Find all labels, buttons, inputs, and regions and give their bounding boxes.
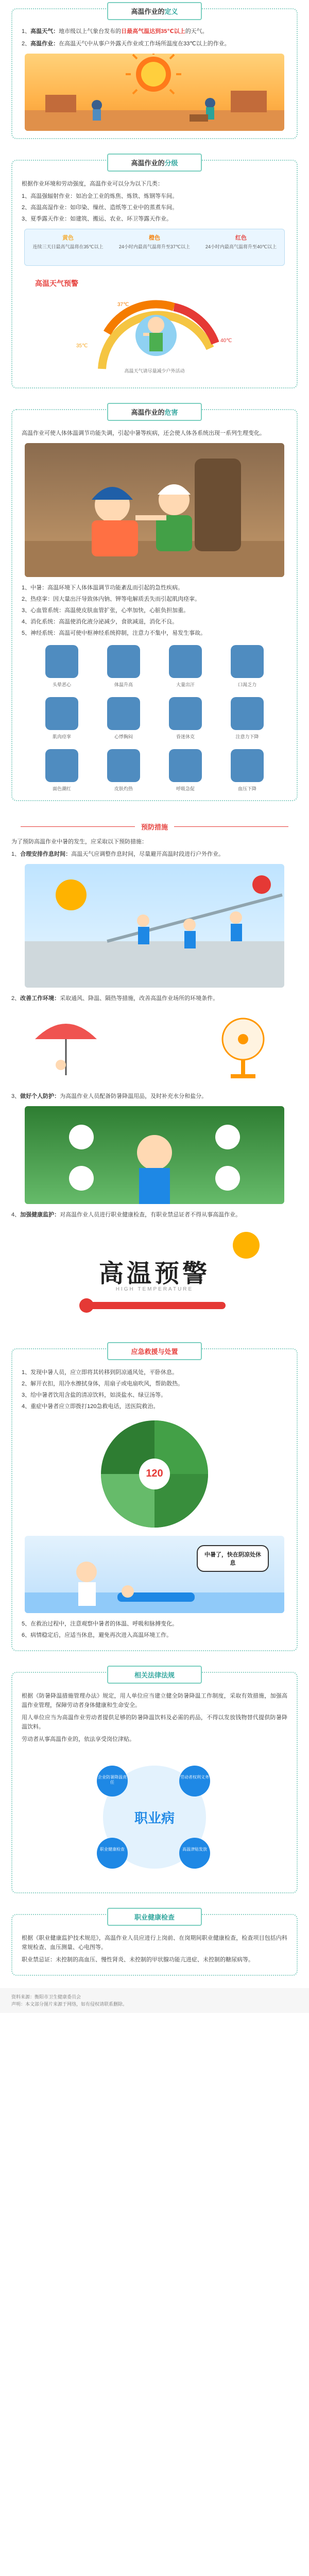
illustration-worker-fainting [25,443,284,577]
disclaimer-line: 声明：本文部分图片来源于网络，如有侵权请联系删除。 [11,2002,128,2007]
illustration-first-aid [25,1536,284,1613]
emergency-item: 6、病情稳定后，应适当休息，避免再次进入高温环境工作。 [22,1632,173,1638]
umbrella-icon [25,1008,107,1086]
cooling-illustrations [25,1008,284,1086]
warning-levels-card [24,229,285,266]
warning-sign-text: 高温预警 [98,1260,210,1287]
regulation-paragraph: 根据《防暑降温措施管理办法》规定，用人单位应当建立健全防暑降温工作制度，采取有效措施，加强高温作业管理，保障劳动者身体健康和生命安全。 [22,1693,287,1708]
illustration-construction [25,864,284,988]
symptom-icon-grid [33,645,276,792]
section-prevention [0,832,309,1328]
symptom-thirst: 口渴乏力 [219,645,276,688]
section-title-hazards: 高温作业的危害 [107,403,202,421]
title-text: 高温作业的 [131,8,165,15]
symptom-skin: 皮肤灼热 [95,749,152,792]
sun-scene [25,54,284,131]
emergency-item: 4、重症中暑者应立即拨打120急救电话，送医院救治。 [22,1403,159,1410]
classification-intro: 根据作业环境和劳动强度，高温作业可以分为以下几类： [22,181,163,187]
speech-bubble: 中暑了，快在阴凉处休息 [197,1545,269,1572]
thermometer-icon [107,645,140,678]
sun-icon [107,749,140,782]
regulation-paragraph: 用人单位应当为高温作业劳动者提供足够的防暑降温饮料及必需的药品，不得以发放钱物替代提供防暑降温饮料。 [22,1715,287,1730]
source-line: 资料来源：衡阳市卫生健康委员会 [11,1994,81,1999]
health-check-paragraph: 根据《职业健康监护技术规范》，高温作业人员应进行上岗前、在岗期间职业健康检查，检查项目包括内科常规检查、血压测量、心电图等。 [22,1935,287,1951]
worker-scene [25,443,284,577]
prevention-item-4: 4、加强健康监护：对高温作业人员进行职业健康检查，有职业禁忌证者不得从事高温作业。 [11,1212,242,1218]
symptom-breath: 呼吸急促 [157,749,214,792]
warning-level-red: 红色 24小时内最高气温将升至40℃以上 [205,235,277,249]
hazard-item: 5、神经系统：高温可使中枢神经系统抑制，注意力不集中，易发生事故。 [22,630,207,636]
classification-item: 3、夏季露天作业：如建筑、搬运、农业、环卫等露天作业。 [22,216,173,222]
water-icon [231,645,264,678]
warning-title: 高温天气预警 [35,279,78,287]
muscle-icon [45,697,78,730]
hazard-item: 1、中暑：高温环境下人体体温调节功能紊乱而引起的急性疾病。 [22,585,184,591]
drinks-scene [25,1106,284,1204]
brain-icon [231,697,264,730]
section-title-emergency: 应急救援与处置 [107,1342,202,1360]
health-check-paragraph: 职业禁忌证：未控制的高血压、慢性肾炎、未控制的甲状腺功能亢进症、未控制的糖尿病等。 [22,1957,254,1963]
heart-icon [107,697,140,730]
dizzy-icon [45,645,78,678]
bed-icon [169,697,202,730]
symptom-sweat: 大量出汗 [157,645,214,688]
symptom-pressure: 血压下降 [219,749,276,792]
prevention-item-2: 2、改善工作环境：采取通风、降温、隔热等措施，改善高温作业场所的环境条件。 [11,995,219,1002]
emergency-item: 1、发现中暑人员，应立即将其转移到阴凉通风处，平卧休息。 [22,1369,178,1376]
symptom-dizzy: 头晕恶心 [33,645,90,688]
paragraph-heat-weather: 1、高温天气：地市级以上气象台发布的日最高气温达到35℃以上的天气。 [22,28,208,35]
warning-gauge-illustration: 高温天气预警 35℃ 37℃ 40℃ 高温天气请尽量减少户外活动 [25,271,284,379]
emergency-item: 5、在救治过程中，注意观察中暑者的体温、呼吸和脉搏变化。 [22,1621,178,1627]
hazards-intro: 高温作业可使人体体温调节功能失调，引起中暑等疾病，还会使人体各系统出现一系列生理变化。 [22,430,265,436]
section-regulations [11,1672,298,1893]
hazard-item: 2、热痉挛：因大量出汗导致体内钠、钾等电解质丢失而引起肌肉痉挛。 [22,596,201,602]
classification-item: 2、高温高湿作业：如印染、缫丝、造纸等工业中的蒸煮车间。 [22,205,178,211]
prevention-item-3: 3、做好个人防护：为高温作业人员配备防暑降温用品，及时补充水分和盐分。 [11,1093,208,1099]
symptom-attention: 注意力下降 [219,697,276,740]
face-icon [45,749,78,782]
section-title-health-check: 职业健康检查 [107,1908,202,1926]
emergency-item: 3、给中暑者饮用含盐的清凉饮料，如淡盐水、绿豆汤等。 [22,1392,167,1398]
section-hazards [11,409,298,801]
hazard-item: 3、心血管系统：高温使皮肤血管扩张，心率加快，心脏负担加重。 [22,607,190,614]
symptom-cramp: 肌肉痉挛 [33,697,90,740]
regulation-paragraph: 劳动者从事高温作业的，依法享受岗位津贴。 [22,1736,135,1742]
paragraph-heat-work: 2、高温作业：在高温天气中从事户外露天作业或工作场所温度在33℃以上的作业。 [22,41,230,47]
hazard-item: 4、消化系统：高温使消化液分泌减少，食欲减退，消化不良。 [22,619,178,625]
emergency-item: 2、解开衣扣，用冷水擦拭身体，用扇子或电扇吹风，帮助散热。 [22,1381,184,1387]
heat-warning-sign: 高温预警 HIGH TEMPERATURE [25,1225,284,1328]
section-classification [11,160,298,388]
symptom-fever: 体温升高 [95,645,152,688]
section-title-definition [107,2,202,20]
illustration-hot-sun [25,54,284,131]
illustration-umbrella [25,1008,107,1086]
section-title-regulations: 相关法律法规 [107,1666,202,1684]
footer [0,1988,309,2013]
emergency-wheel [25,1417,284,1531]
center-label: 职业病 [134,1810,175,1826]
fan-icon [202,1008,284,1086]
pressure-icon [231,749,264,782]
lungs-icon [169,749,202,782]
page [0,8,309,2013]
emergency-number: 120 [146,1468,163,1479]
section-title-classification: 高温作业的分级 [107,154,202,172]
construction-scene [25,864,284,988]
symptom-palpitation: 心悸胸闷 [95,697,152,740]
illustration-drinks [25,1106,284,1204]
warning-level-orange: 橙色 24小时内最高气温将升至37℃以上 [118,235,191,249]
symptom-coma: 昏迷休克 [157,697,214,740]
section-emergency [11,1348,298,1651]
title-accent: 定义 [164,8,178,15]
prevention-intro: 为了预防高温作业中暑的发生，应采取以下预防措施： [11,839,147,845]
symptom-flush: 面色潮红 [33,749,90,792]
section-health-check [11,1914,298,1976]
prevention-item-1: 1、合理安排作息时间：高温天气应调整作息时间，尽量避开高温时段进行户外作业。 [11,851,225,857]
illustration-fan [202,1008,284,1086]
warning-level-yellow: 黄色 连续三天日最高气温将在35℃以上 [32,235,104,249]
sweat-icon [169,645,202,678]
occupational-disease-diagram: 职业病 企业防暑降温责任 劳动者权利义务 职业健康检查 高温津贴发放 [25,1750,284,1884]
classification-item: 1、高温强辐射作业：如冶金工业的炼焦、炼铁、炼钢等车间。 [22,193,178,199]
section-definition [11,8,298,139]
section-title-prevention: 预防措施 [0,822,309,832]
